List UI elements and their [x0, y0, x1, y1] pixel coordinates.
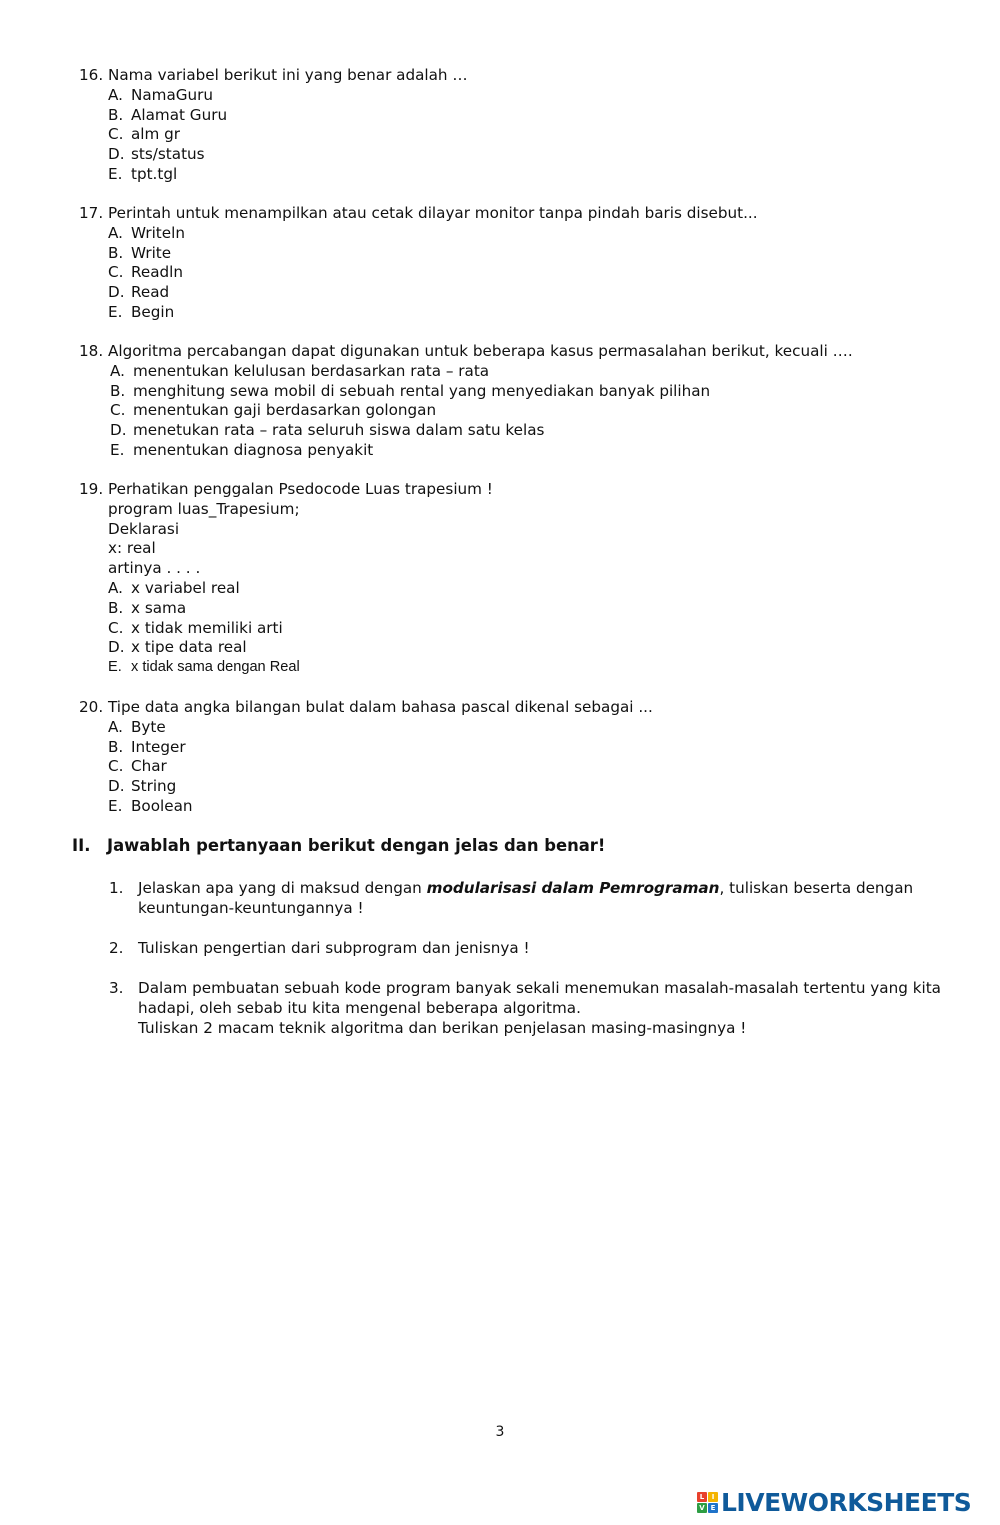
option-d[interactable] [79, 777, 959, 797]
option-b[interactable] [79, 382, 959, 402]
option-b[interactable] [79, 244, 959, 264]
option-letter: E. [110, 440, 125, 459]
logo-tile: E [708, 1503, 718, 1513]
logo-grid-icon [697, 1492, 718, 1513]
option-d[interactable] [79, 638, 959, 658]
option-text: Alamat Guru [131, 105, 228, 124]
option-text: String [131, 777, 177, 796]
page-number: 3 [495, 1424, 505, 1440]
question-text: Perhatikan penggalan Psedocode Luas trapesium ! [108, 480, 493, 498]
option-d[interactable] [79, 145, 959, 165]
essay-text: , tuliskan beserta dengan [719, 879, 914, 897]
essay-text: Dalam pembuatan sebuah kode program banyak sekali menemukan masalah-masalah tertentu yang kita [138, 979, 941, 997]
logo-tile: I [708, 1492, 718, 1502]
option-text: menentukan kelulusan berdasarkan rata – rata [133, 361, 490, 380]
question-19 [79, 480, 959, 678]
essay-number: 2. [109, 939, 124, 957]
section-number: II. [72, 836, 91, 855]
option-text: x sama [131, 598, 187, 617]
option-a[interactable] [79, 86, 959, 106]
essay-text: Tuliskan pengertian dari subprogram dan jenisnya ! [138, 939, 530, 957]
essay-question-3 [109, 978, 941, 1038]
option-letter: C. [108, 125, 124, 144]
question-text: Tipe data angka bilangan bulat dalam bahasa pascal dikenal sebagai ... [108, 698, 653, 716]
option-letter: E. [108, 659, 122, 676]
question-number: 20. [79, 698, 104, 716]
option-c[interactable] [79, 619, 959, 639]
question-number: 18. [79, 342, 104, 360]
option-letter: A. [108, 578, 123, 597]
option-a[interactable] [79, 579, 959, 599]
option-b[interactable] [79, 738, 959, 758]
option-d[interactable] [79, 421, 959, 441]
option-letter: B. [108, 105, 124, 124]
option-letter: D. [108, 638, 125, 657]
question-text: Perintah untuk menampilkan atau cetak dilayar monitor tanpa pindah baris disebut... [108, 204, 758, 222]
essay-text: Tuliskan 2 macam teknik algoritma dan berikan penjelasan masing-masingnya ! [138, 1019, 747, 1037]
option-b[interactable] [79, 106, 959, 126]
option-letter: B. [108, 737, 124, 756]
option-text: Writeln [131, 223, 185, 242]
option-e[interactable] [79, 303, 959, 323]
logo-tile: L [697, 1492, 707, 1502]
option-c[interactable] [79, 401, 959, 421]
option-letter: A. [108, 223, 123, 242]
essay-question-2 [109, 938, 929, 958]
option-text: sts/status [131, 145, 205, 164]
essay-text: hadapi, oleh sebab itu kita mengenal beberapa algoritma. [138, 999, 581, 1017]
option-text: x tidak sama dengan Real [131, 659, 300, 676]
option-d[interactable] [79, 283, 959, 303]
question-18 [79, 342, 959, 461]
essay-number: 3. [109, 979, 124, 997]
option-text: Begin [131, 302, 175, 321]
question-text: Algoritma percabangan dapat digunakan untuk beberapa kasus permasalahan berikut, kecuali …. [108, 342, 853, 360]
option-text: tpt.tgl [131, 164, 178, 183]
option-text: Readln [131, 263, 184, 282]
section-title: Jawablah pertanyaan berikut dengan jelas dan benar! [107, 836, 606, 855]
pseudocode-line: program luas_Trapesium; [108, 499, 300, 518]
essay-text: Jelaskan apa yang di maksud dengan [138, 879, 427, 897]
option-text: x tipe data real [131, 638, 247, 657]
option-letter: C. [108, 757, 124, 776]
option-a[interactable] [79, 362, 959, 382]
question-text: Nama variabel berikut ini yang benar adalah … [108, 66, 468, 84]
option-text: Char [131, 757, 167, 776]
option-text: Read [131, 283, 170, 302]
option-c[interactable] [79, 125, 959, 145]
question-number: 19. [79, 480, 104, 498]
pseudocode-line: Deklarasi [108, 519, 180, 538]
option-list [79, 718, 959, 817]
option-e[interactable] [79, 441, 959, 461]
essay-question-1 [109, 878, 929, 918]
option-e[interactable] [79, 797, 959, 817]
option-c[interactable] [79, 757, 959, 777]
option-text: Boolean [131, 796, 193, 815]
option-text: alm gr [131, 125, 181, 144]
option-letter: C. [110, 401, 126, 420]
option-letter: D. [108, 145, 125, 164]
section-heading [72, 836, 605, 855]
option-c[interactable] [79, 263, 959, 283]
question-number: 16. [79, 66, 104, 84]
option-letter: A. [110, 361, 125, 380]
option-text: menghitung sewa mobil di sebuah rental yang menyediakan banyak pilihan [133, 381, 711, 400]
option-letter: C. [108, 618, 124, 637]
essay-number: 1. [109, 879, 124, 897]
question-16 [79, 66, 959, 185]
option-text: x variabel real [131, 578, 240, 597]
option-letter: E. [108, 164, 123, 183]
option-letter: B. [108, 243, 124, 262]
option-letter: A. [108, 85, 123, 104]
logo-text: LIVEWORKSHEETS [721, 1488, 972, 1517]
question-number: 17. [79, 204, 104, 222]
liveworksheets-logo[interactable] [697, 1488, 971, 1517]
option-text: menetukan rata – rata seluruh siswa dalam satu kelas [133, 421, 545, 440]
option-text: menentukan gaji berdasarkan golongan [133, 401, 437, 420]
option-letter: E. [108, 302, 123, 321]
option-text: menentukan diagnosa penyakit [133, 440, 374, 459]
option-letter: B. [108, 598, 124, 617]
option-text: Integer [131, 737, 186, 756]
option-letter: D. [108, 777, 125, 796]
option-letter: C. [108, 263, 124, 282]
option-letter: B. [110, 381, 126, 400]
option-letter: A. [108, 717, 123, 736]
option-list [79, 362, 959, 461]
option-text: Write [131, 243, 172, 262]
option-a[interactable] [79, 224, 959, 244]
option-text: Byte [131, 717, 166, 736]
option-list [79, 224, 959, 323]
option-list [79, 579, 959, 678]
essay-text: keuntungan-keuntungannya ! [138, 899, 364, 917]
option-letter: D. [110, 421, 127, 440]
option-list [79, 86, 959, 185]
question-prompt: artinya . . . . [108, 559, 201, 578]
question-20 [79, 698, 959, 817]
option-a[interactable] [79, 718, 959, 738]
option-letter: D. [108, 283, 125, 302]
emphasized-term: modularisasi dalam Pemrograman [426, 879, 720, 897]
logo-tile: V [697, 1503, 707, 1513]
option-b[interactable] [79, 599, 959, 619]
question-17 [79, 204, 959, 323]
option-text: NamaGuru [131, 85, 214, 104]
option-text: x tidak memiliki arti [131, 618, 283, 637]
option-letter: E. [108, 796, 123, 815]
option-e[interactable] [79, 658, 959, 678]
option-e[interactable] [79, 165, 959, 185]
pseudocode-line: x: real [108, 539, 156, 558]
